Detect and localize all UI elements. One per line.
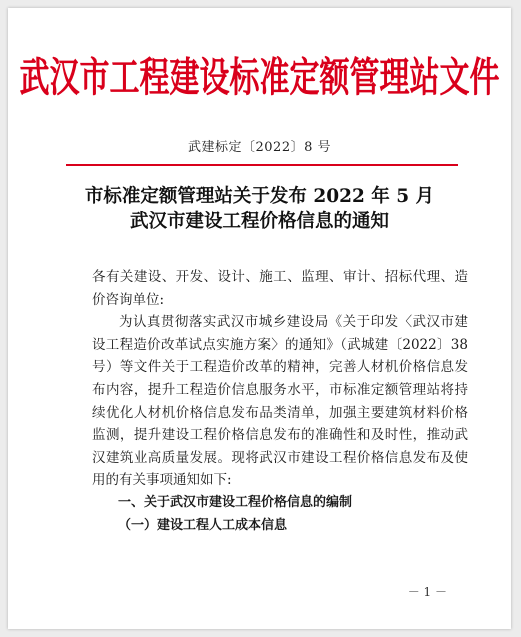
issuer-masthead: 武汉市工程建设标准定额管理站文件	[19, 54, 500, 102]
section-heading-1: 一、关于武汉市建设工程价格信息的编制	[118, 494, 353, 510]
title-line-1: 市标准定额管理站关于发布 2022 年 5 月	[84, 186, 435, 207]
red-separator-line	[66, 164, 458, 166]
subsection-heading-1: （一）建设工程人工成本信息	[118, 517, 288, 533]
document-page	[8, 8, 511, 629]
page-number: － 1 －	[407, 585, 447, 599]
addressee: 各有关建设、开发、设计、施工、监理、审计、招标代理、造价咨询单位:	[92, 269, 468, 308]
document-title	[8, 184, 511, 234]
title-line-2: 武汉市建设工程价格信息的通知	[129, 211, 389, 232]
document-number: 武建标定〔2022〕8 号	[188, 140, 331, 155]
document-body	[92, 266, 468, 537]
paragraph-1: 为认真贯彻落实武汉市城乡建设局《关于印发〈武汉市建设工程造价改革试点实施方案〉的通知》（武城建〔2022〕38 号）等文件关于工程造价改革的精神，完善人材机价格信息发布内容，提升工程造价信息服务水平，市标准定额管理站将持续优化人材机价格信息发布品类清单，加强主要建筑材料价格监测，提升建设工程价格信息发布的准确性和及时性，推动武汉建筑业高质量发展。现将武汉市建设工程价格信息发布及使用的有关事项通知如下:	[92, 314, 468, 489]
